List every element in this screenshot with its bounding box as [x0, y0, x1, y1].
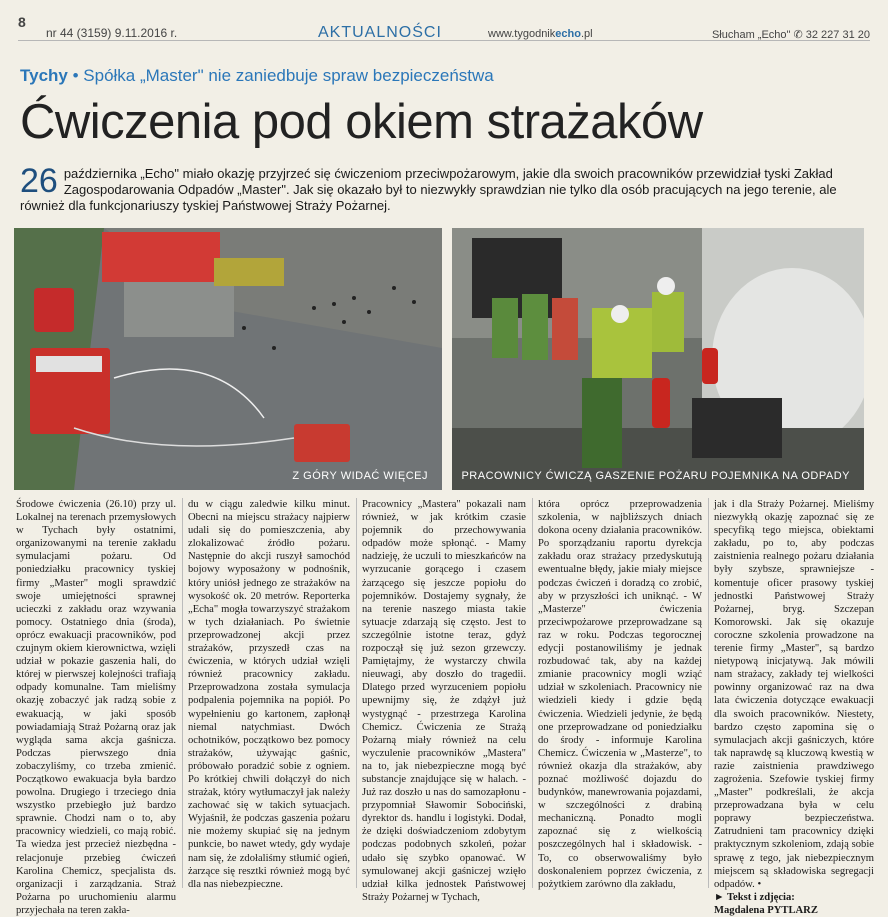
column-divider — [356, 498, 357, 888]
article-column-3: Pracownicy „Mastera" pokazali nam również, w jak krótkim czasie pojemnik do przechowywania odpadów może spłonąć. - Mamy nadzieję, że uczuli to mieszkańców na wyrzucanie gorącego i czasem żarzącego się jeszcze popiołu do pojemników. Dostajemy sygnały, że na terenie naszego miasta takie sytuacje zdarzają się często. Jest to szczególnie istotne teraz, gdyż rozpoczął się już sezon grzewczy. Pamiętajmy, że wystarczy chwila nieuwagi, aby doszło do tragedii. Dlatego przed wyrzuceniem popiołu upewnijmy się, że zdążył już wystygnąć - przestrzega Karolina Chemicz. Ćwiczenia ze Strażą Pożarną miały również na celu wyczulenie pracowników „Mastera" na to, jak niebezpieczne mogą być substancje znajdujące się w halach. - Już raz doszło u nas do samozapłonu - przypomniał Sławomir Sobociński, dyrektor ds. handlu i logistyki. Dodał, że dzięki doświadczeniom zdobytym podczas podobnych szkoleń, pożar udało się szybko opanować. W symulowanej akcji gaśniczej wzięło udział kilka jednostek Państwowej Straży Pożarnej w Tychach, — [362, 499, 526, 903]
article-column-1: Środowe ćwiczenia (26.10) przy ul. Lokalnej na terenach przemysłowych w Tychach były ostatnimi, organizowanymi na terenie zakładu symulacjami pożaru. Od poniedziałku pracownicy tyskiej firmy „Master" mogli sprawdzić swoje umiejętności sprawnej ucieczki z zakładu oraz wzywania pomocy. Ostatniego dnia (środa), oprócz ewakuacji pracowników, pod czujnym okiem kierownictwa, wzięli udział w pokazie gaszenia hali, do której w pierwszej kolejności trafiają odpady komunalne. Tam mieliśmy okazję zobaczyć jak radzą sobie z ewakuacją, w jaki sposób powiadamiają Straż Pożarną oraz jak wygląda sama akcja gaśnicza. Podczas pierwszego dnia zobaczyliśmy, co trzeba zmienić. Początkowo ewakuacja była bardzo powolna. Drugiego i trzeciego dnia wszystko przebiegło już bardzo sprawnie. Chodzi nam o to, aby pracownicy wiedzieli, co mają robić. Ta wiedza jest przecież niezbędna - relacjonuje przebieg ćwiczeń Karolina Chemicz, specjalista ds. organizacji i zarządzania. Straż Pożarna po uruchomieniu alarmu przyjechała na teren zakła- — [16, 499, 176, 916]
kicker-city: Tychy — [20, 66, 68, 85]
issue-info: nr 44 (3159) 9.11.2016 r. — [46, 26, 178, 40]
article-title: Ćwiczenia pod okiem strażaków — [20, 95, 703, 149]
author-name: Magdalena PYTLARZ — [714, 904, 818, 916]
column-divider — [182, 498, 183, 888]
photo2-caption: PRACOWNICY ĆWICZĄ GASZENIE POŻARU POJEMNIKA NA ODPADY — [461, 470, 850, 482]
lead-drop-number: 26 — [20, 162, 58, 200]
article-column-4: która oprócz przeprowadzenia szkolenia, w najbliższych dniach dokona oceny działania pracowników. Po sporządzaniu raportu dyrekcja zakładu oraz strażacy przedyskutują ewentualne błędy, jakie miały miejsce podczas ćwiczeń i doradzą co zrobić, aby w przyszłości ich uniknąć. - W „Masterze" ćwiczenia przeciwpożarowe przeprowadzane są raz w roku. Podczas tegorocznej edycji postanowiliśmy je jednak rozbudować tak, aby na każdej zmianie pracownicy mogli wziąć udział w szkoleniach. Pracownicy nie wiedzieli kiedy i gdzie będą ćwiczenia. Wiedzieli jedynie, że będą one przeprowadzane od poniedziałku do środy - informuje Karolina Chemicz. Ćwiczenia w „Masterze", to również okazja dla strażaków, aby poznać możliwość dojazdu do budynków, manewrowania pojazdami, w szczególności z drabiną mechaniczną. Ponadto mogli zapoznać się z wielkością poszczególnych hal i składowisk. - To, co obserwowaliśmy było doskonaleniem poprzez ćwiczenia, z pożytkiem zarówno dla zakładu, — [538, 499, 702, 890]
section-title: AKTUALNOŚCI — [318, 24, 442, 41]
kicker-text: • Spółka „Master" nie zaniedbuje spraw bezpieczeństwa — [67, 66, 494, 85]
lead-text: października „Echo" miało okazję przyjrzeć się ćwiczeniom przeciwpożarowym, jakie dla swoich pracowników przewidział tyski Zakład Zagospodarowania Odpadów „Master". Jak się okazało był to niezwykły sprawdzian nie tylko dla osób pracujących na jego terenie, ale również dla funkcjonariuszy tyskiej Państwowej Straży Pożarnej. — [20, 166, 837, 213]
column-divider — [532, 498, 533, 888]
author-label: ► Tekst i zdjęcia: — [714, 891, 795, 903]
article-column-5: jak i dla Straży Pożarnej. Mieliśmy niezwykłą okazję zapoznać się ze specyfiką tego miejsca, obiektami zakładu, po to, aby podczas zaistnienia realnego pożaru działania były szybsze, sprawniejsze - komentuje oficer prasowy tyskiej jednostki Państwowej Straży Pożarnej, bryg. Szczepan Komorowski. Jak się okazuje coroczne szkolenia prowadzone na terenie firmy „Master", są bardzo nietypową inicjatywą. Jak mówili nam strażacy, zakłady tej wielkości powinny organizować raz na dwa lata ćwiczenia dotyczące ewakuacji dla swoich pracowników. Niestety, bardzo często zapomina się o symulacjach akcji gaśniczych, które tak naprawdę są kluczową kwestią w razie zaistnienia prawdziwego zagrożenia. Szefowie tyskiej firmy „Master" podkreślali, że akcja przeprowadzana była w celu poprawy bezpieczeństwa. Zatrudnieni tam pracownicy dzięki praktycznym szkoleniom, zdają sobie sprawę z tego, jak niebezpiecznym miejscem są składowiska segregacji odpadów. • ► Tekst i zdjęcia: Magdalena PYTLARZ — [714, 499, 874, 916]
page-header — [18, 10, 870, 41]
workers-photo-image — [452, 228, 864, 490]
column-divider — [708, 498, 709, 888]
hotline-info: Słucham „Echo" ✆ 32 227 31 20 — [711, 29, 870, 41]
photo1-caption: Z GÓRY WIDAĆ WIĘCEJ — [292, 470, 428, 482]
article-column-2: du w ciągu zaledwie kilku minut. Obecni na miejscu strażacy najpierw udali się do pomieszczenia, aby zlokalizować źródło pożaru. Następnie do akcji ruszył samochód bojowy wyposażony w podnośnik, który uniósł jednego ze strażaków na wysokość ok. 20 metrów. Reporterka „Echa" mogła towarzyszyć strażakom w tych działaniach. Po świetnie przeprowadzonej akcji przez strażaków, przyszedł czas na ćwiczenia, w których udział wzięli również pracownicy zakładu. Przeprowadzona została symulacja podpalenia pojemnika na popiół. Po wypełnieniu go kartonem, zapłonął niemal natychmiast. Dwóch ochotników, początkowo bez pomocy strażaków, używając gaśnic, próbowało poradzić sobie z ogniem. Po krótkiej chwili dołączył do nich strażak, który wytłumaczył jak należy zachować się w takich sytuacjach. Wyjaśnił, że podczas gaszenia pożaru nie możemy skupiać się na jednym punkcie, bo nawet wtedy, gdy wydaje nam się, że zdołaliśmy stłumić ogień, żarzące się resztki również mogą być dla nas niebezpieczne. — [188, 499, 350, 890]
aerial-photo-image — [14, 228, 442, 490]
article-lead — [20, 162, 862, 214]
photo-workers-extinguishing — [452, 228, 864, 490]
article-kicker — [20, 66, 494, 86]
page-number: 8 — [18, 14, 26, 30]
photo-aerial-exercise — [14, 228, 442, 490]
article-body — [16, 498, 876, 916]
website-link[interactable]: www.tygodnikecho.pl — [488, 28, 593, 40]
